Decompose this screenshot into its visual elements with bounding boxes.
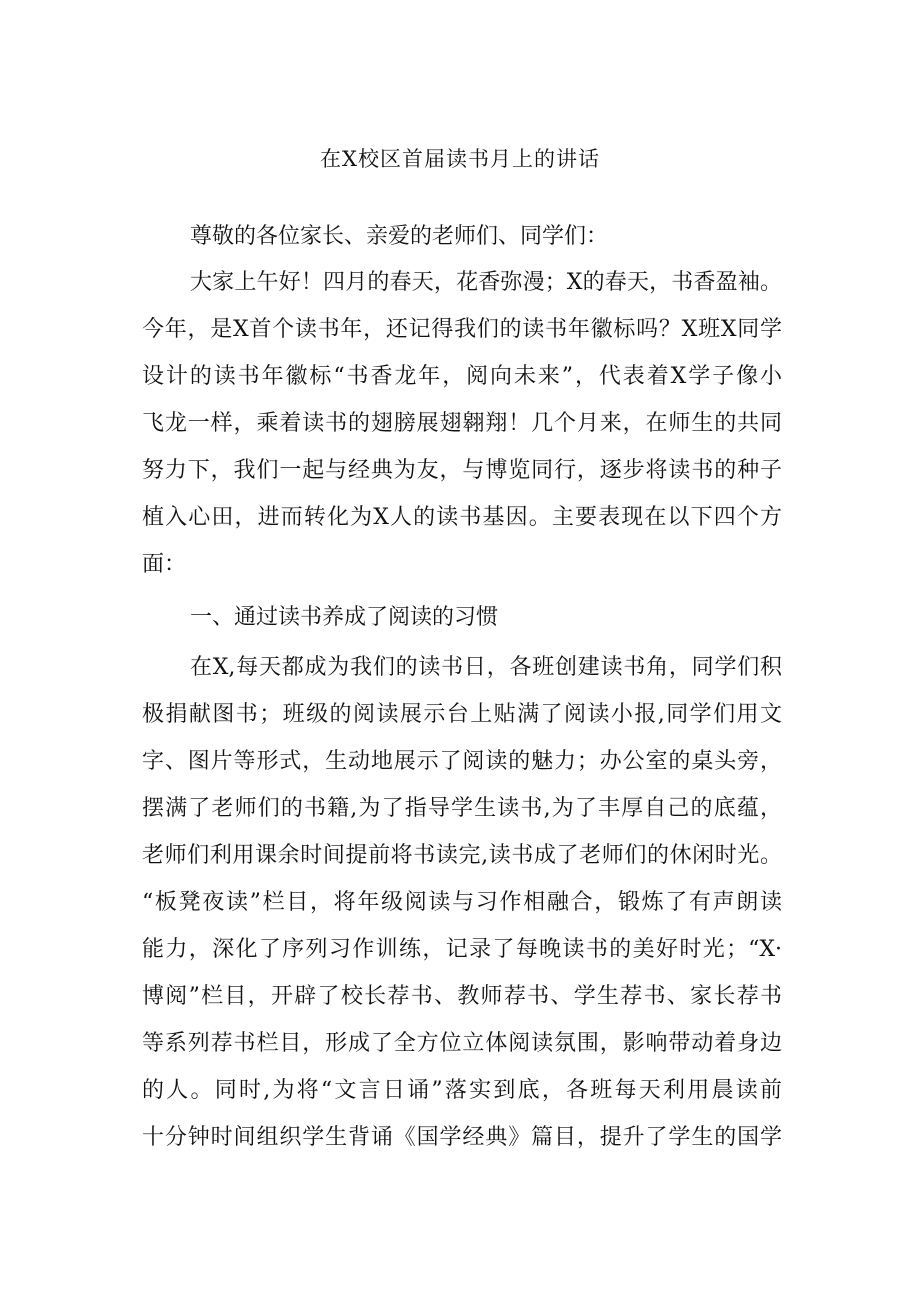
paragraph-1-line-2: 今年，是X首个读书年，还记得我们的读书年徽标吗？X班X同学 [142,317,782,342]
paragraph-1-line-6: 植入心田，进而转化为X人的读书基因。主要表现在以下四个方 [142,505,782,530]
paragraph-2-line-1: 在X,每天都成为我们的读书日，各班创建读书角，同学们积 [190,655,782,680]
section-1-heading: 一、通过读书养成了阅读的习惯 [190,605,499,630]
paragraph-1-line-1: 大家上午好！四月的春天，花香弥漫；X的春天，书香盈袖。 [190,270,782,295]
paragraph-1-line-3: 设计的读书年徽标“书香龙年，阅向未来”，代表着X学子像小 [142,364,782,389]
paragraph-2-line-9: 等系列荐书栏目，形成了全方位立体阅读氛围，影响带动着身边 [142,1031,782,1056]
paragraph-2-line-4: 摆满了老师们的书籍,为了指导学生读书,为了丰厚自己的底蕴， [142,796,782,821]
paragraph-2-line-7: 能力，深化了序列习作训练，记录了每晚读书的美好时光；“X· [142,937,782,962]
paragraph-2-line-11: 十分钟时间组织学生背诵《国学经典》篇目，提升了学生的国学 [142,1125,782,1150]
paragraph-1-line-4: 飞龙一样，乘着读书的翅膀展翅翱翔！几个月来，在师生的共同 [142,411,782,436]
paragraph-2-line-3: 字、图片等形式，生动地展示了阅读的魅力；办公室的桌头旁， [142,749,782,774]
salutation: 尊敬的各位家长、亲爱的老师们、同学们： [190,224,609,249]
paragraph-1-line-5: 努力下，我们一起与经典为友，与博览同行，逐步将读书的种子 [142,458,782,483]
paragraph-1-line-7: 面： [142,552,187,577]
paragraph-2-line-8: 博阅”栏目，开辟了校长荐书、教师荐书、学生荐书、家长荐书 [142,984,782,1009]
paragraph-2-line-2: 极捐献图书；班级的阅读展示台上贴满了阅读小报,同学们用文 [142,702,782,727]
paragraph-2-line-10: 的人。同时,为将“文言日诵”落实到底，各班每天利用晨读前 [142,1078,782,1103]
document-title: 在X校区首届读书月上的讲话 [320,147,600,171]
paragraph-2-line-6: “板凳夜读”栏目，将年级阅读与习作相融合，锻炼了有声朗读 [142,890,782,915]
paragraph-2-line-5: 老师们利用课余时间提前将书读完,读书成了老师们的休闲时光。 [142,843,782,868]
